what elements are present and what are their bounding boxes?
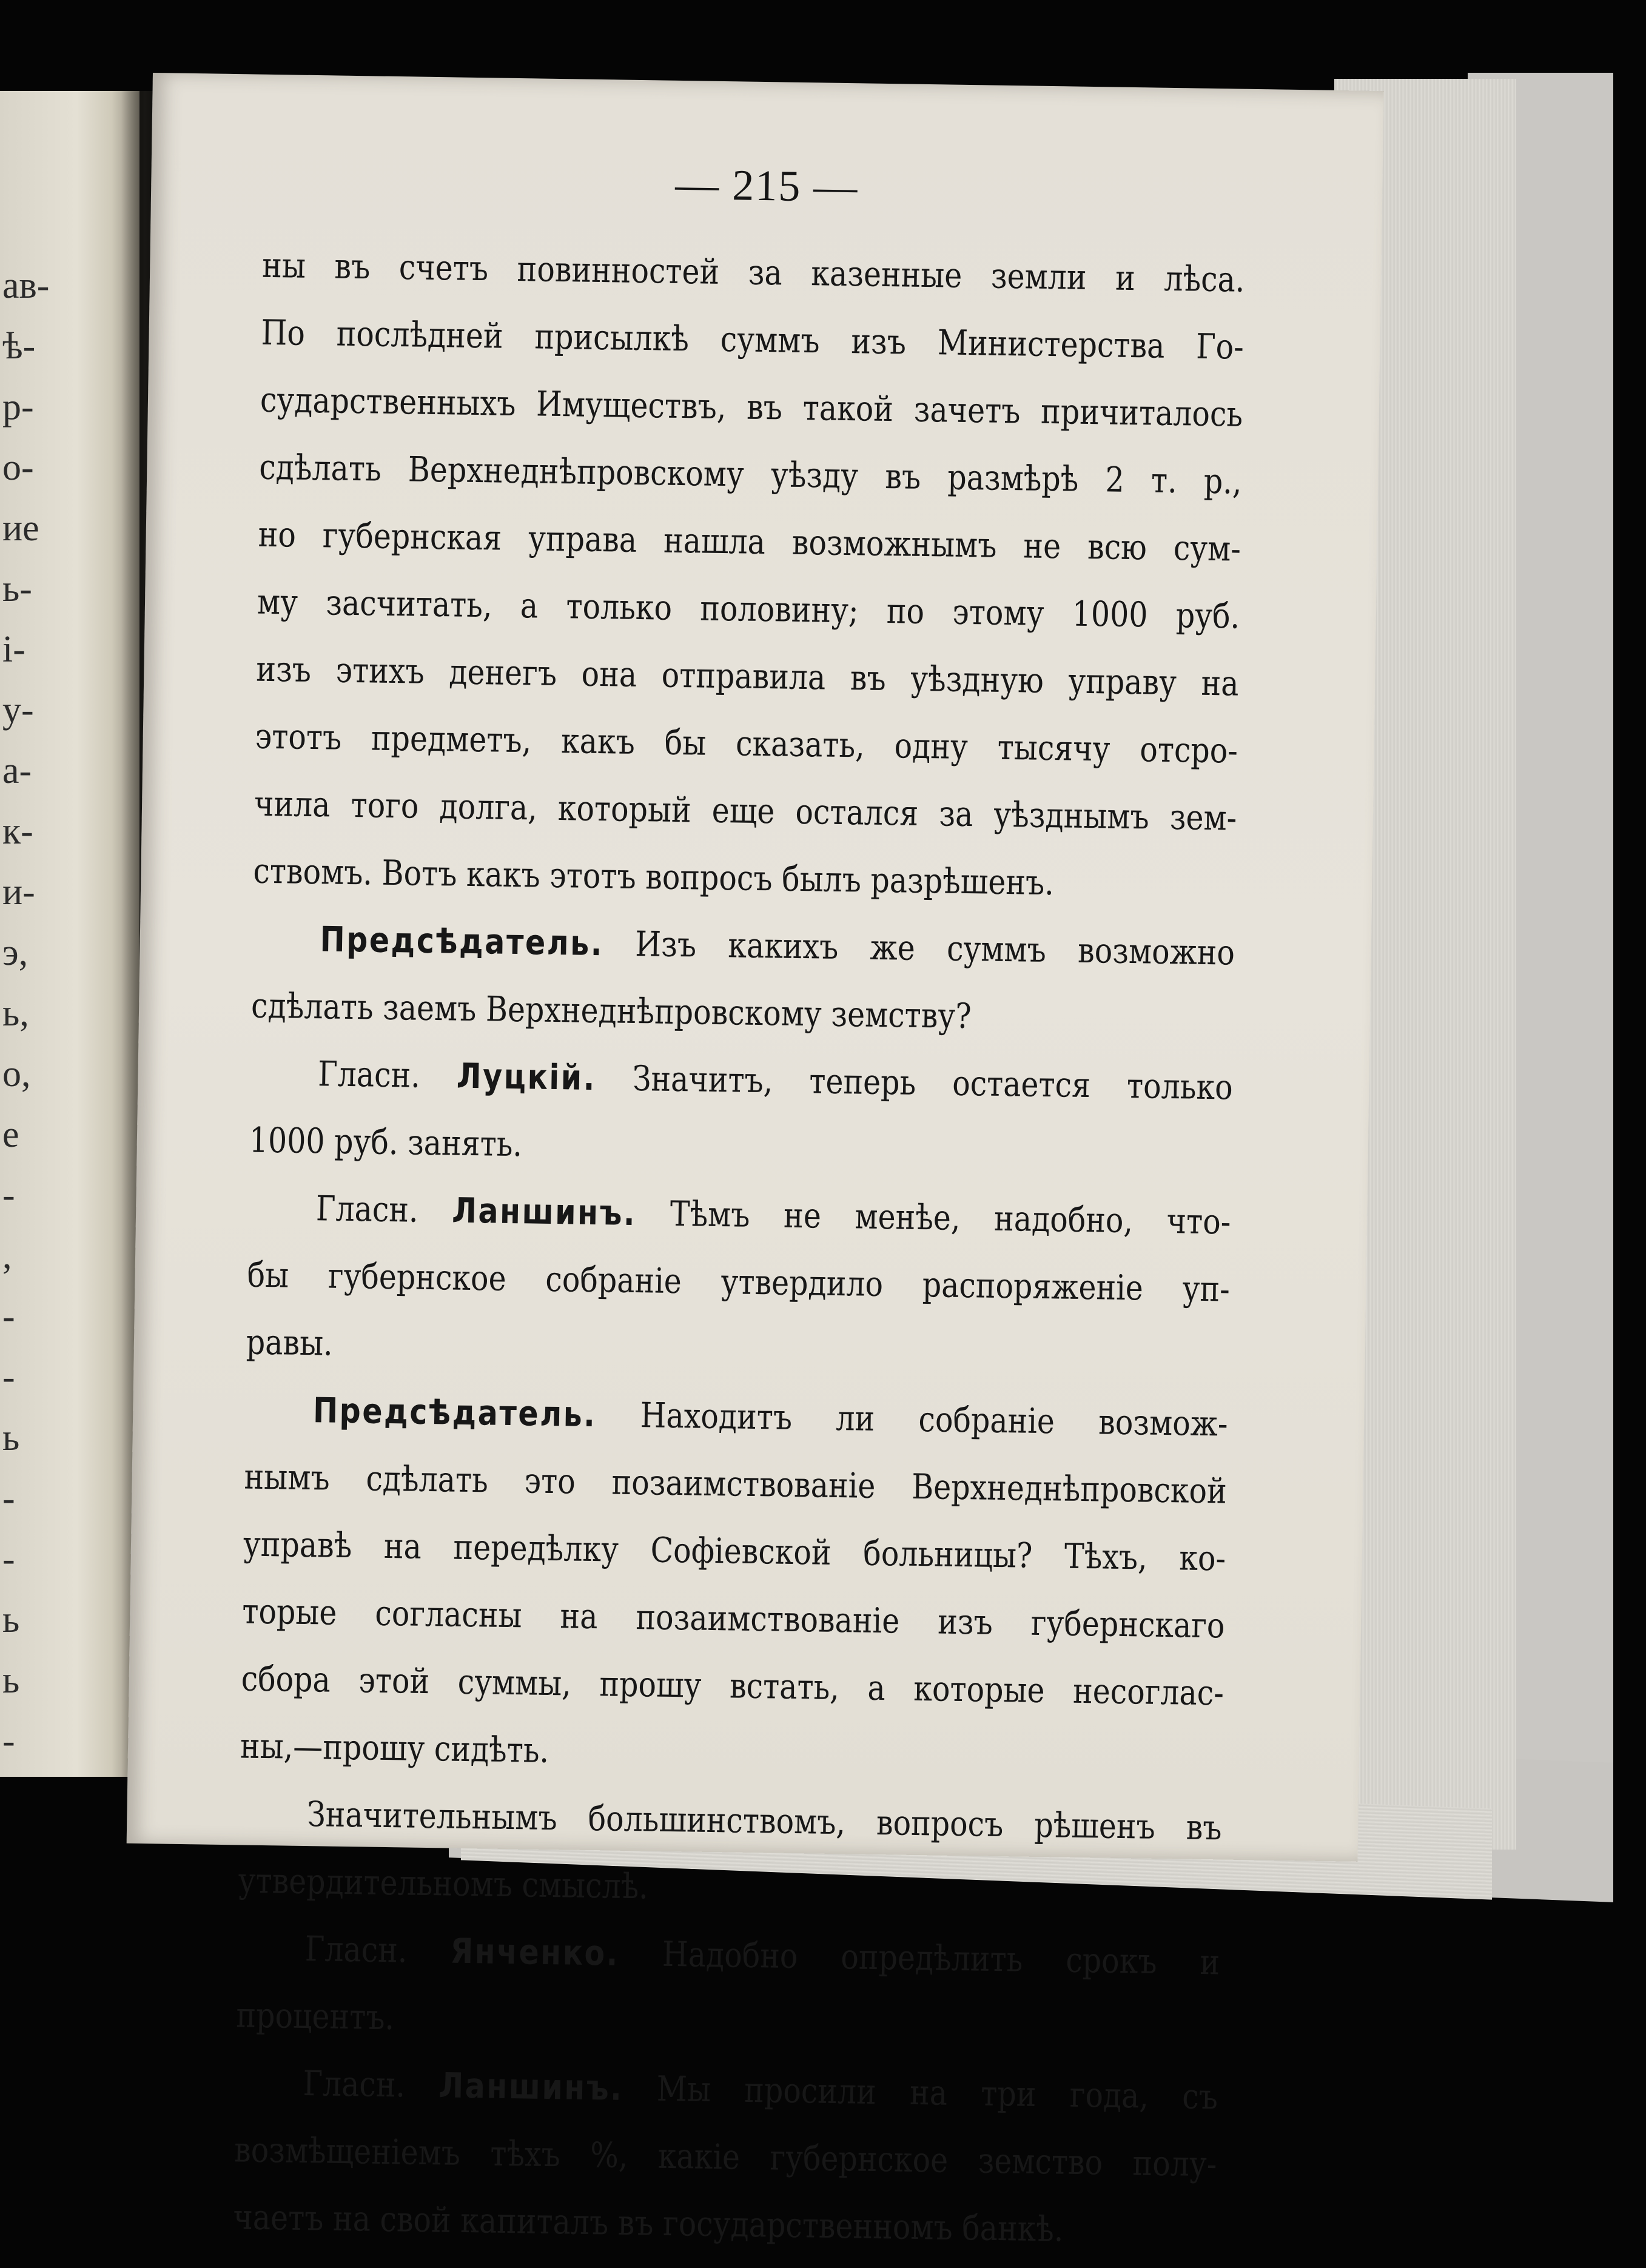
line-text: этотъ предметъ, какъ бы сказать, одну тысячу отсро- (255, 716, 1238, 771)
left-page-line-fragment: и- (2, 871, 35, 913)
book-page (127, 73, 1384, 2250)
line-text: По послѣдней присылкѣ суммъ изъ Министерства Го- (261, 312, 1245, 367)
line-text: Находитъ ли собраніе возмож- (596, 1395, 1228, 1444)
line-text: управѣ на передѣлку Софіевской больницы? Тѣхъ, ко- (243, 1524, 1226, 1579)
speaker-prefix: Гласн. (317, 1054, 457, 1096)
left-page-line-fragment: , (2, 1235, 12, 1277)
line-text: торые согласны на позаимствованіе изъ губернскаго (241, 1591, 1225, 1646)
speaker-prefix: Гласн. (304, 1929, 451, 1971)
left-page-line-fragment: э, (2, 932, 29, 973)
speaker-name: Луцкій. (456, 1056, 597, 1099)
speaker-prefix: Гласн. (315, 1189, 452, 1231)
left-page-line-fragment: ь (2, 1660, 20, 1701)
left-page-line-fragment: у- (2, 689, 34, 731)
line-text: чаетъ на свой капиталъ въ государственномъ банкѣ. (233, 2197, 1064, 2250)
line-text: 1000 руб. занять. (249, 1120, 523, 1165)
line-text: бы губернское собраніе утвердило распоряженіе уп- (247, 1255, 1231, 1310)
left-page-line-fragment: - (2, 1538, 15, 1580)
line-text: сударственныхъ Имуществъ, въ такой зачетъ причиталось (260, 380, 1243, 435)
left-page-line-fragment: о, (2, 1053, 31, 1095)
line-text: Тѣмъ не менѣе, надобно, что- (636, 1193, 1231, 1243)
speaker-prefix: Гласн. (303, 2064, 439, 2106)
speaker-name: Предсѣдатель. (320, 919, 604, 964)
page-number: — 215 — (674, 159, 859, 212)
left-page-line-fragment: ав- (2, 265, 50, 306)
left-page-line-fragment: - (2, 1720, 15, 1762)
speaker-name: Ланшинъ. (451, 1190, 637, 1234)
left-page-line-fragment: ие (2, 508, 39, 549)
line-text: Значитъ, теперь остается только (596, 1058, 1234, 1108)
line-text: сдѣлать заемъ Верхнеднѣпровскому земству? (250, 985, 972, 1037)
left-page-line-fragment: к- (2, 811, 33, 852)
line-text: Изъ какихъ же суммъ возможно (603, 924, 1235, 973)
line-text: Мы просили на три года, съ (622, 2068, 1218, 2118)
line-text: ствомъ. Вотъ какъ этотъ вопросъ былъ разрѣшенъ. (252, 851, 1055, 904)
page-text (233, 232, 1245, 2266)
line-text: изъ этихъ денегъ она отправила въ уѣздную управу на (255, 649, 1240, 704)
line-text: сбора этой суммы, прошу встать, а которые несоглас- (241, 1659, 1224, 1714)
line-text: ны въ счетъ повинностей за казенные земли и лѣса. (261, 245, 1245, 300)
left-page-line-fragment: - (2, 1478, 15, 1519)
left-page-line-fragment: ь (2, 1599, 20, 1640)
left-page-line-fragment: о- (2, 447, 34, 488)
text-line (233, 2184, 1217, 2266)
line-text: чила того долга, который еще остался за уѣзднымъ зем- (254, 783, 1237, 839)
line-text: но губернская управа нашла возможнымъ не всю сум- (258, 514, 1241, 569)
left-page-line-fragment: ь, (2, 993, 29, 1034)
left-page-line-fragment: а- (2, 750, 32, 791)
speaker-name: Предсѣдатель. (312, 1391, 597, 1435)
line-text: ны,—прошу сидѣть. (240, 1726, 549, 1771)
line-text: му засчитать, а только половину; по этому 1000 руб. (257, 582, 1240, 637)
line-text: Значительнымъ большинствомъ, вопросъ рѣшенъ въ (306, 1794, 1223, 1848)
left-page-line-fragment: ь (2, 1417, 20, 1458)
line-text: нымъ сдѣлать это позаимствованіе Верхнеднѣпровской (244, 1457, 1228, 1512)
left-page-line-fragment: і- (2, 629, 25, 670)
left-page-line-fragment: - (2, 1296, 15, 1337)
left-page-line-fragment: ь- (2, 568, 32, 609)
line-text: возмѣщеніемъ тѣхъ %, какіе губернское земство полу- (233, 2130, 1217, 2185)
left-page-line-fragment: е (2, 1114, 19, 1155)
line-text: сдѣлать Верхнеднѣпровскому уѣзду въ размѣрѣ 2 т. р., (258, 447, 1242, 502)
left-page-line-fragment: ѣ- (2, 326, 36, 367)
speaker-name: Ланшинъ. (438, 2065, 623, 2109)
line-text: утвердительномъ смыслѣ. (238, 1860, 649, 1907)
line-text: равы. (246, 1322, 334, 1364)
left-page-line-fragment: р- (2, 386, 34, 428)
speaker-name: Янченко. (449, 1931, 620, 1974)
left-page-line-fragment: - (2, 1175, 15, 1216)
left-page-line-fragment: - (2, 1357, 15, 1398)
previous-page-fragment (0, 91, 139, 1777)
line-text: Надобно опредѣлить срокъ и (619, 1933, 1220, 1983)
line-text: процентъ. (236, 1995, 395, 2038)
